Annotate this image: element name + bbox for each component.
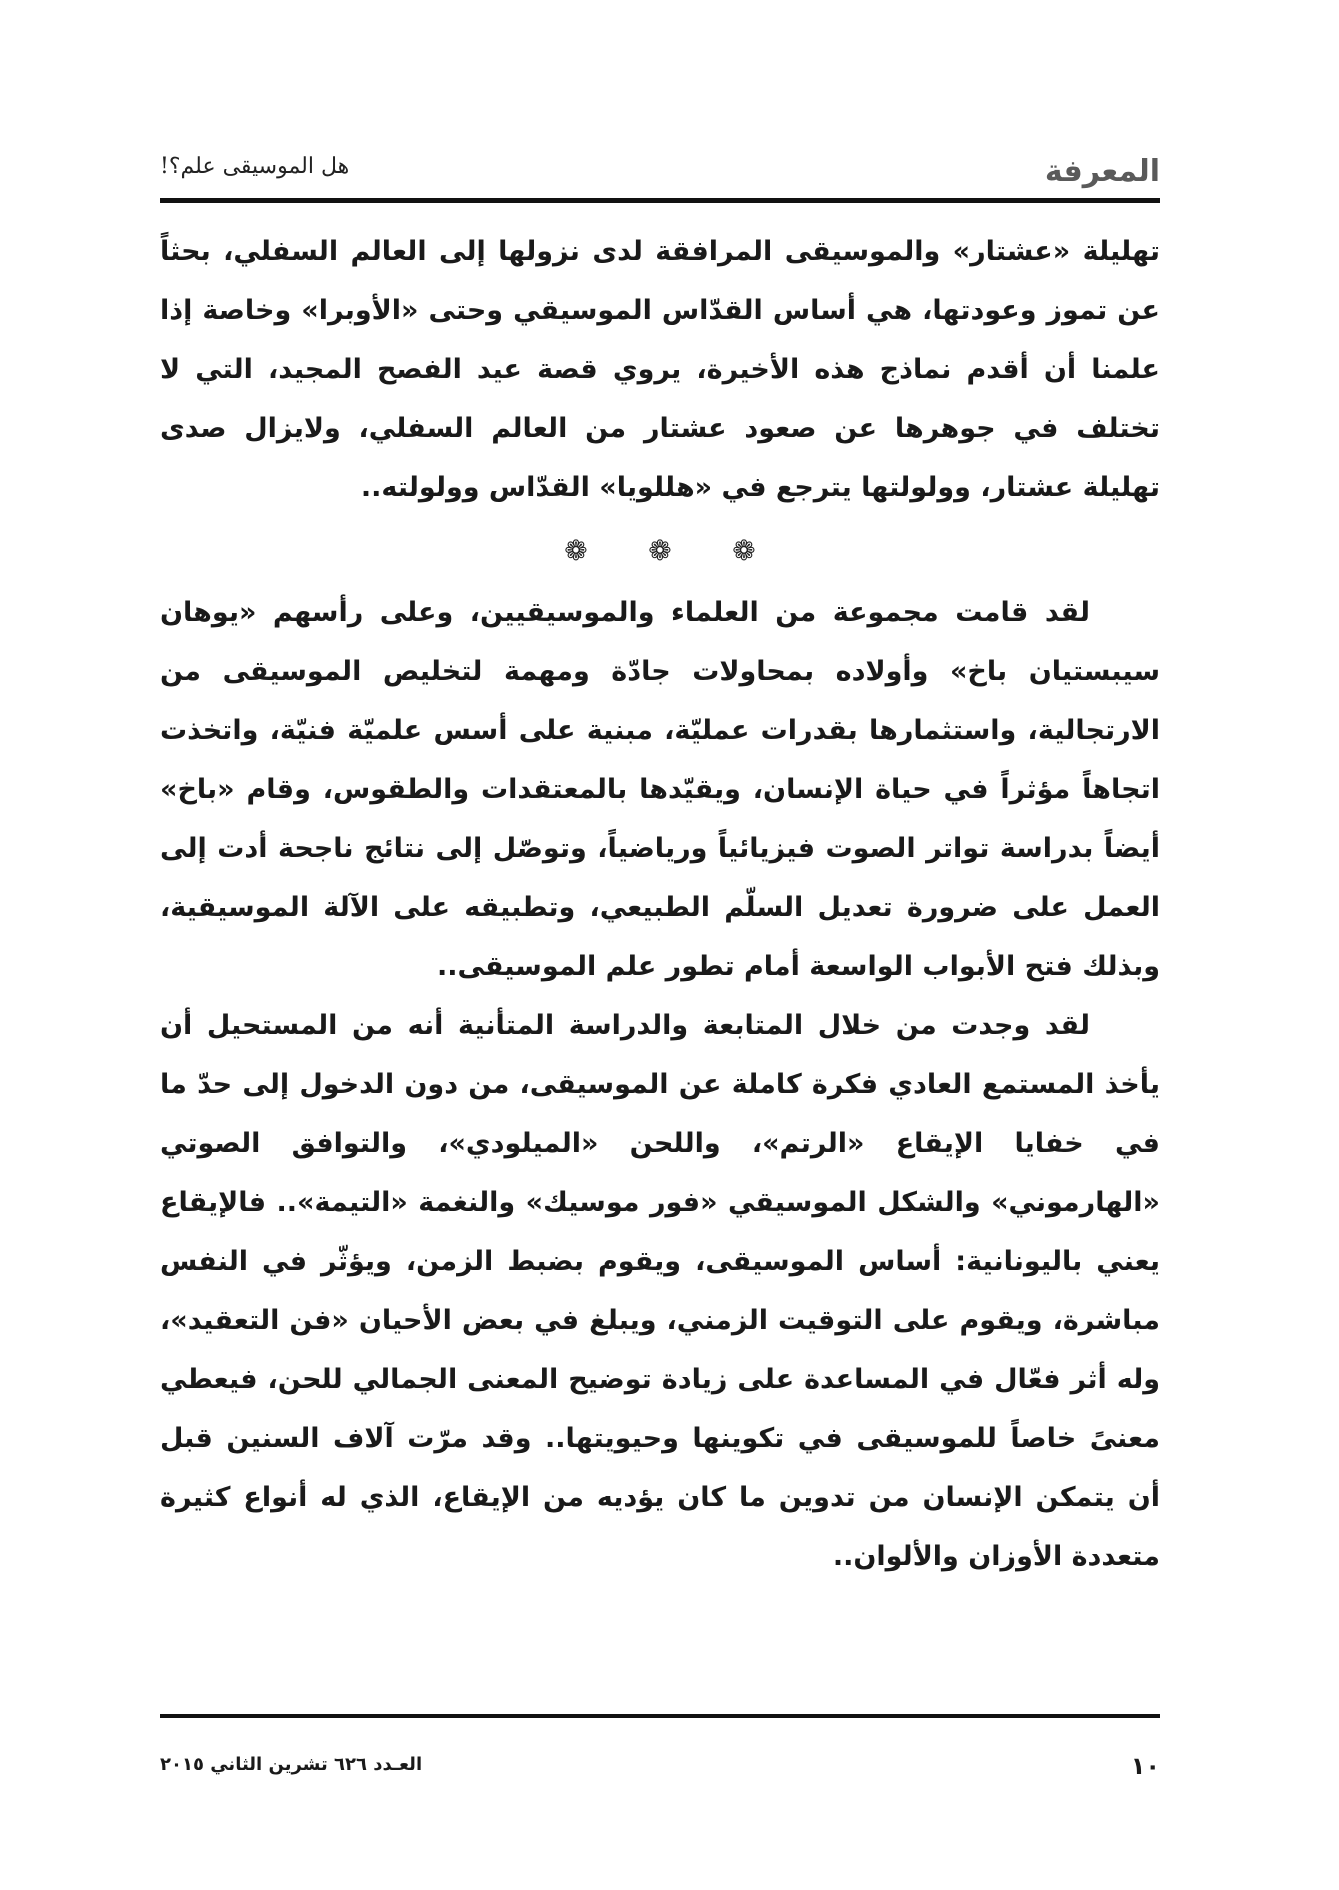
running-title: هل الموسيقى علم؟! [160, 154, 350, 179]
page-footer [160, 1752, 1160, 1788]
header-rule [160, 198, 1160, 203]
footer-rule [160, 1714, 1160, 1718]
paragraph-2: لقد قامت مجموعة من العلماء والموسيقيين، وعلى رأسهم «يوهان سيبستيان باخ» وأولاده بمحاولات جادّة ومهمة لتخليص الموسيقى من الارتجالية، واستثمارها بقدرات عمليّة، مبنية على أسس علميّة فنيّة، واتخذت اتجاهاً مؤثراً في حياة الإنسان، ويقيّدها بالمعتقدات والطقوس، وقام «باخ» أيضاً بدراسة تواتر الصوت فيزيائياً ورياضياً، وتوصّل إلى نتائج ناجحة أدت إلى العمل على ضرورة تعديل السلّم الطبيعي، وتطبيقه على الآلة الموسيقية، وبذلك فتح الأبواب الواسعة أمام تطور علم الموسيقى.. [160, 597, 1160, 982]
flower-ornament-icon: ❁ [732, 533, 756, 567]
paragraph-3: لقد وجدت من خلال المتابعة والدراسة المتأنية أنه من المستحيل أن يأخذ المستمع العادي فكرة كاملة عن الموسيقى، من دون الدخول إلى حدّ ما في خفايا الإيقاع «الرتم»، واللحن «الميلودي»، والتوافق الصوتي «الهارموني» والشكل الموسيقي «فور موسيك» والنغمة «التيمة».. فالإيقاع يعني باليونانية: أساس الموسيقى، ويقوم بضبط الزمن، ويؤثّر في النفس مباشرة، ويقوم على التوقيت الزمني، ويبلغ في بعض الأحيان «فن التعقيد»، وله أثر فعّال في المساعدة على زيادة توضيح المعنى الجمالي للحن، فيعطي معنىً خاصاً للموسيقى في تكوينها وحيويتها.. وقد مرّت آلاف السنين قبل أن يتمكن الإنسان من تدوين ما كان يؤديه من الإيقاع، الذي له أنواع كثيرة متعددة الأوزان والألوان.. [160, 1010, 1160, 1572]
issue-info: العـدد ٦٢٦ تشرين الثاني ٢٠١٥ [160, 1754, 423, 1775]
paragraph-1: تهليلة «عشتار» والموسيقى المرافقة لدى نزولها إلى العالم السفلي، بحثاً عن تموز وعودتها، هي أساس القدّاس الموسيقي وحتى «الأوبرا» وخاصة إذا علمنا أن أقدم نماذج هذه الأخيرة، يروي قصة عيد الفصح المجيد، التي لا تختلف في جوهرها عن صعود عشتار من العالم السفلي، ولايزال صدى تهليلة عشتار، وولولتها يترجع في «هللويا» القدّاس وولولته.. [160, 236, 1160, 503]
magazine-logo: المعرفة [1044, 154, 1160, 189]
flower-ornament-icon: ❁ [648, 533, 672, 567]
section-separator [160, 517, 1160, 583]
page-header [160, 150, 1160, 196]
article-body [160, 222, 1160, 1652]
flower-ornament-icon: ❁ [564, 533, 588, 567]
page-number: ١٠ [1130, 1752, 1160, 1780]
